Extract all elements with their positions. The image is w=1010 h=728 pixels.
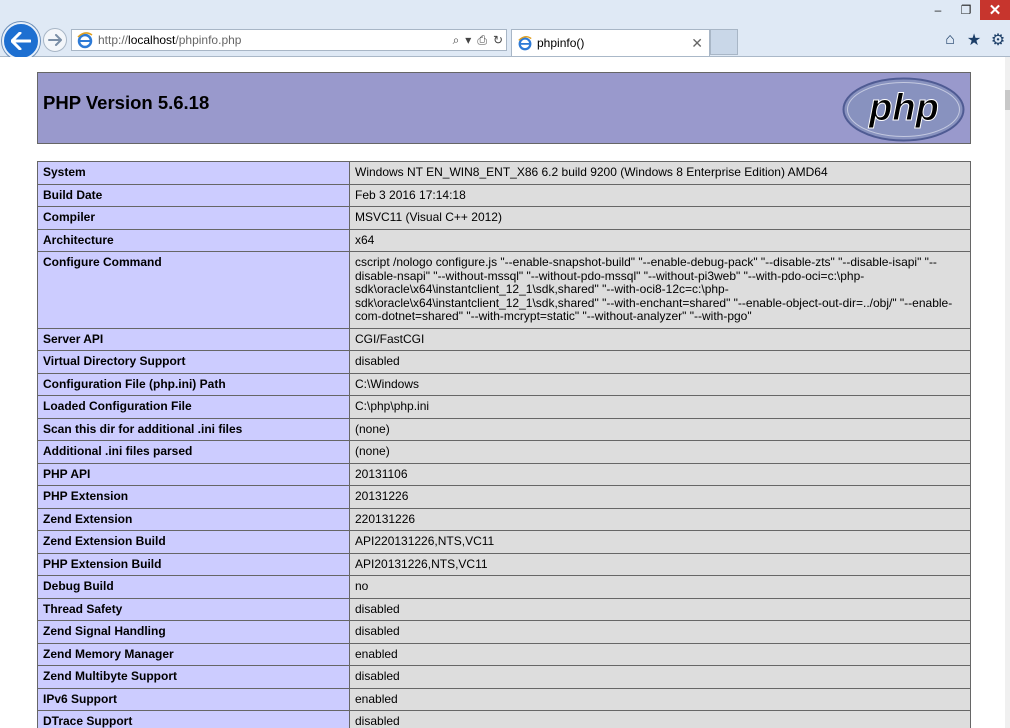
row-label: IPv6 Support (38, 688, 350, 711)
table-row (38, 463, 971, 486)
phpinfo-content (37, 72, 971, 728)
arrow-right-icon (48, 34, 62, 46)
address-bar[interactable] (71, 29, 507, 51)
table-row (38, 328, 971, 351)
table-row (38, 508, 971, 531)
back-button[interactable] (2, 22, 40, 60)
table-row (38, 351, 971, 374)
close-button[interactable]: ✕ (980, 0, 1010, 20)
row-label: Configure Command (38, 252, 350, 329)
arrow-left-icon (11, 32, 31, 50)
phpinfo-table (37, 161, 971, 728)
table-row (38, 711, 971, 728)
row-label: Thread Safety (38, 598, 350, 621)
table-row (38, 531, 971, 554)
row-label: Compiler (38, 207, 350, 230)
table-row (38, 252, 971, 329)
window-controls (924, 0, 1010, 22)
scrollbar-thumb[interactable] (1005, 90, 1010, 110)
page-title: PHP Version 5.6.18 (43, 92, 210, 113)
row-value: C:\Windows (350, 373, 971, 396)
ie-page-icon (76, 31, 94, 49)
forward-button[interactable] (43, 28, 67, 52)
row-value: MSVC11 (Visual C++ 2012) (350, 207, 971, 230)
new-tab-button[interactable] (710, 29, 738, 55)
row-value: C:\php\php.ini (350, 396, 971, 419)
table-row (38, 229, 971, 252)
row-value: Feb 3 2016 17:14:18 (350, 184, 971, 207)
row-label: Zend Memory Manager (38, 643, 350, 666)
gear-icon[interactable]: ⚙ (990, 32, 1006, 49)
row-value: 220131226 (350, 508, 971, 531)
table-row (38, 396, 971, 419)
tab-phpinfo[interactable] (511, 29, 710, 56)
row-label: PHP API (38, 463, 350, 486)
row-label: Virtual Directory Support (38, 351, 350, 374)
home-icon[interactable]: ⌂ (945, 31, 955, 48)
table-row (38, 486, 971, 509)
row-label: Build Date (38, 184, 350, 207)
row-label: System (38, 162, 350, 185)
vertical-scrollbar[interactable] (1005, 57, 1010, 728)
url-host: localhost (128, 33, 176, 47)
row-label: DTrace Support (38, 711, 350, 728)
compatibility-view-icon[interactable]: ⎙ (477, 32, 487, 47)
row-value: CGI/FastCGI (350, 328, 971, 351)
browser-toolbar-right (938, 30, 1010, 50)
table-row (38, 184, 971, 207)
row-value: 20131226 (350, 486, 971, 509)
row-value: API220131226,NTS,VC11 (350, 531, 971, 554)
row-label: Zend Signal Handling (38, 621, 350, 644)
table-row (38, 576, 971, 599)
row-value: disabled (350, 621, 971, 644)
row-label: Zend Extension (38, 508, 350, 531)
row-value: (none) (350, 441, 971, 464)
row-label: PHP Extension Build (38, 553, 350, 576)
restore-button[interactable]: ❐ (960, 3, 972, 17)
browser-chrome (0, 0, 1010, 57)
row-value: (none) (350, 418, 971, 441)
table-row (38, 688, 971, 711)
table-row (38, 373, 971, 396)
url-prefix: http:// (98, 33, 129, 47)
url-path: /phpinfo.php (175, 33, 242, 47)
table-row (38, 643, 971, 666)
row-label: Zend Extension Build (38, 531, 350, 554)
table-row (38, 553, 971, 576)
row-label: Scan this dir for additional .ini files (38, 418, 350, 441)
php-version-header (37, 72, 971, 144)
row-value: disabled (350, 351, 971, 374)
row-value: disabled (350, 666, 971, 689)
page-viewport (0, 57, 1010, 728)
row-value: 20131106 (350, 463, 971, 486)
row-label: Zend Multibyte Support (38, 666, 350, 689)
table-row (38, 621, 971, 644)
php-logo (842, 77, 965, 142)
row-value: API20131226,NTS,VC11 (350, 553, 971, 576)
row-value: no (350, 576, 971, 599)
table-row (38, 441, 971, 464)
row-value: disabled (350, 711, 971, 728)
row-value: enabled (350, 643, 971, 666)
tab-title: phpinfo() (537, 36, 585, 50)
chevron-down-icon[interactable]: ▾ (465, 33, 472, 47)
address-url[interactable] (98, 33, 450, 47)
table-row (38, 666, 971, 689)
row-label: PHP Extension (38, 486, 350, 509)
row-value: cscript /nologo configure.js "--enable-snapshot-build" "--enable-debug-pack" "--disable-zts" "--disable-isapi" "--disable-nsapi" "--without-mssql" "--without-pdo-mssql" "--without-pi3web" "--with-pdo-oci=c:\php-sdk\oracle\x64\instantclient_12_1\sdk,shared" "--with-oci8-12c=c:\php-sdk\oracle\x64\instantclient_12_1\sdk,shared" "--with-enchant=shared" "--enable-object-out-dir=../obj/" "--enable-com-dotnet=shared" "--with-mcrypt=static" "--without-analyzer" "--with-pgo" (350, 252, 971, 329)
tab-close-icon[interactable]: ✕ (691, 34, 703, 51)
row-label: Server API (38, 328, 350, 351)
row-value: Windows NT EN_WIN8_ENT_X86 6.2 build 9200 (Windows 8 Enterprise Edition) AMD64 (350, 162, 971, 185)
table-row (38, 162, 971, 185)
search-icon[interactable]: ⌕ (452, 32, 460, 47)
row-label: Loaded Configuration File (38, 396, 350, 419)
row-value: enabled (350, 688, 971, 711)
row-label: Debug Build (38, 576, 350, 599)
row-label: Additional .ini files parsed (38, 441, 350, 464)
row-label: Configuration File (php.ini) Path (38, 373, 350, 396)
table-row (38, 207, 971, 230)
refresh-icon[interactable]: ↻ (492, 33, 503, 47)
table-row (38, 418, 971, 441)
table-row (38, 598, 971, 621)
favorites-icon[interactable]: ★ (966, 32, 982, 49)
php-logo-text: php (869, 87, 939, 129)
row-value: disabled (350, 598, 971, 621)
row-value: x64 (350, 229, 971, 252)
minimize-button[interactable]: – (934, 3, 942, 17)
row-label: Architecture (38, 229, 350, 252)
ie-tab-icon (517, 35, 533, 51)
